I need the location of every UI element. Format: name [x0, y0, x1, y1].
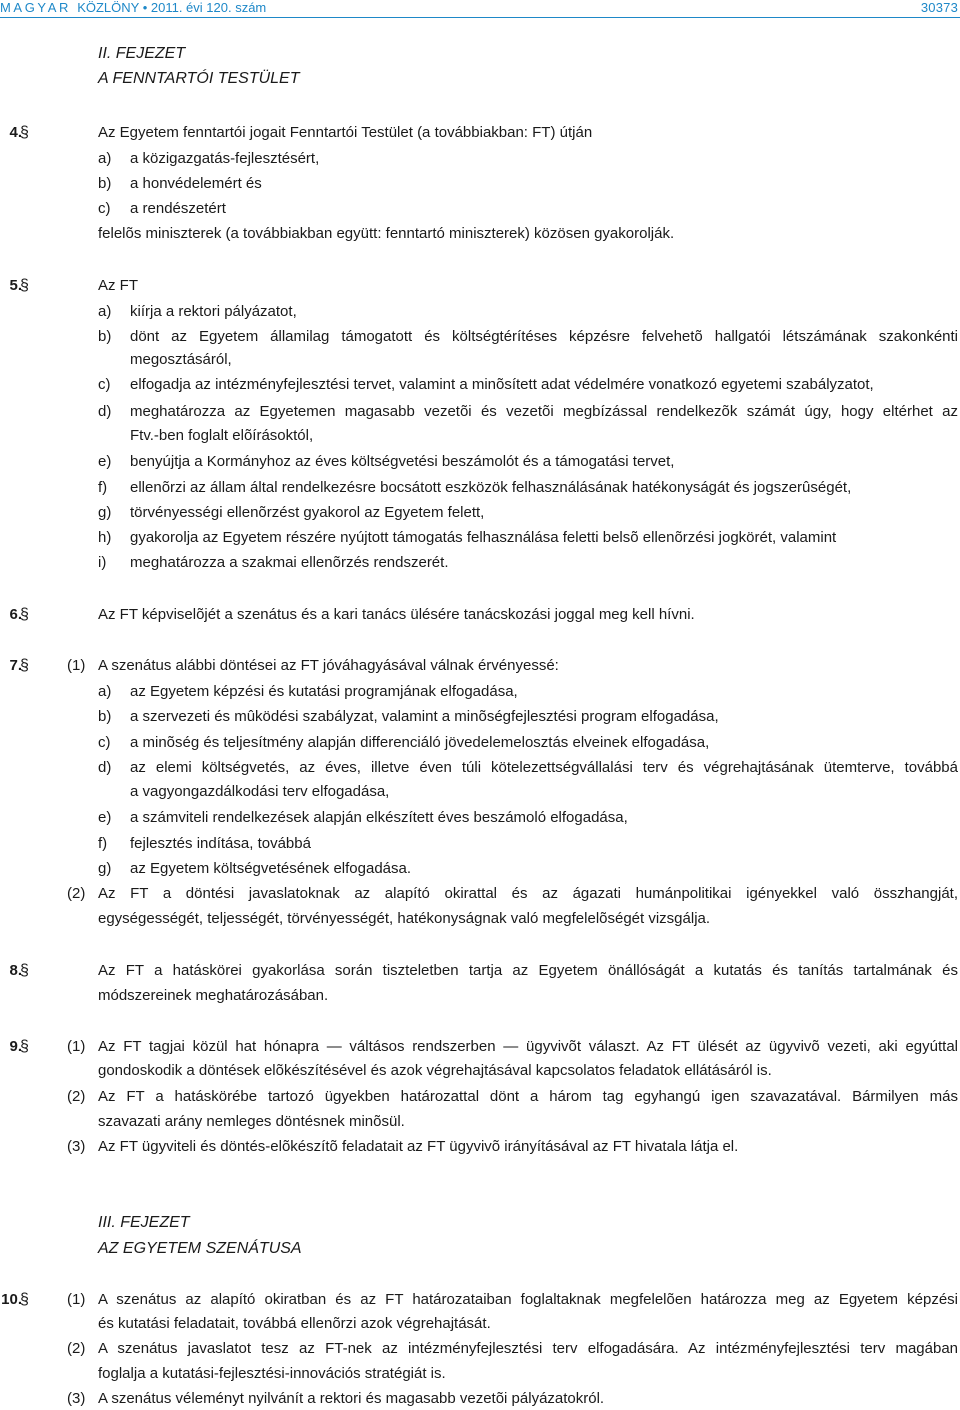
item-text: törvényességi ellenõrzést gyakorol az Egyetem felett,: [130, 504, 485, 521]
item-text: ellenõrzi az állam által rendelkezésre bocsátott eszközök felhasználásának hatékonyságát és jogszerûségét,: [130, 479, 852, 496]
paragraph-text: Az FT a döntési javaslatoknak az alapító okirattal és az ágazati humánpolitikai igényekkel való összhangját,: [98, 885, 958, 902]
journal-title: MAGYAR KÖZLÖNY • 2011. évi 120. szám: [0, 0, 267, 15]
paragraph-text: Az FT tagjai közül hat hónapra — váltásos rendszerben — ügyvivõt választ. Az FT ülését az ügyvivõ vezeti, aki egyúttal: [98, 1038, 958, 1055]
item-label: e): [98, 809, 112, 826]
chapter-heading: III. FEJEZET: [98, 1214, 190, 1231]
item-text: fejlesztés indítása, továbbá: [130, 835, 311, 852]
section-sign: §: [20, 657, 29, 674]
item-label: b): [98, 708, 112, 725]
item-text: elfogadja az intézményfejlesztési tervet, valamint a minõsített adat védelmére vonatkozó egyetemi szabályzatot,: [130, 376, 874, 393]
section-number: 6.: [9, 606, 22, 623]
paragraph-text-continued: gondoskodik a döntések elõkészítésével és azok végrehajtásával kapcsolatos feladatok ellátásáról is.: [98, 1062, 772, 1079]
section-sign: §: [20, 277, 29, 294]
section-text-continued: módszereinek meghatározásában.: [98, 987, 329, 1004]
paragraph-text: Az FT a hatáskörébe tartozó ügyekben határozattal dönt a három tag egyhangú igen szavazatával. Bármilyen más: [98, 1088, 958, 1105]
paragraph-number: (2): [67, 1088, 86, 1105]
paragraph-text-continued: egységességét, teljességét, törvényességét, hatékonyságnak való megfelelõségét vizsgálja.: [98, 910, 711, 927]
item-label: d): [98, 759, 112, 776]
section-sign: §: [20, 1038, 29, 1055]
paragraph-text-continued: és kutatási feladatait, továbbá ellenõrzi azok végrehajtását.: [98, 1315, 491, 1332]
section-sign: §: [20, 606, 29, 623]
paragraph-number: (2): [67, 1340, 86, 1357]
section-number: 7.: [9, 657, 22, 674]
paragraph-text: A szenátus véleményt nyilvánít a rektori és magasabb vezetõi pályázatokról.: [98, 1390, 605, 1407]
item-label: c): [98, 376, 111, 393]
chapter-heading: II. FEJEZET: [98, 45, 186, 62]
paragraph-text: A szenátus alábbi döntései az FT jóváhagyásával válnak érvényessé:: [98, 657, 559, 674]
item-text: gyakorolja az Egyetem részére nyújtott támogatás felhasználása feletti belsõ ellenõrzési jogkörét, valamint: [130, 529, 837, 546]
item-label: a): [98, 150, 112, 167]
paragraph-number: (1): [67, 657, 86, 674]
item-label: g): [98, 504, 112, 521]
section-number: 4.: [9, 124, 22, 141]
item-text: a minõség és teljesítmény alapján differenciáló jövedelemelosztás elveinek elfogadása,: [130, 734, 710, 751]
item-label: d): [98, 403, 112, 420]
item-label: f): [98, 479, 108, 496]
paragraph-number: (3): [67, 1138, 86, 1155]
section-number: 10.: [1, 1291, 22, 1308]
item-label: a): [98, 683, 112, 700]
item-text: kiírja a rektori pályázatot,: [130, 303, 297, 320]
section-sign: §: [20, 1291, 29, 1308]
item-text-continued: Ftv.-ben foglalt elõírásoktól,: [130, 427, 314, 444]
item-text: a szervezeti és mûködési szabályzat, valamint a minõségfejlesztési program elfogadása,: [130, 708, 719, 725]
chapter-title: AZ EGYETEM SZENÁTUSA: [98, 1240, 302, 1257]
section-number: 8.: [9, 962, 22, 979]
section-number: 9.: [9, 1038, 22, 1055]
section-text: Az FT képviselõjét a szenátus és a kari tanács ülésére tanácskozási joggal meg kell hívni.: [98, 606, 695, 623]
paragraph-number: (3): [67, 1390, 86, 1407]
paragraph-text-continued: foglalja a kutatási-fejlesztési-innovációs stratégiát is.: [98, 1365, 446, 1382]
section-number: 5.: [9, 277, 22, 294]
item-text: meghatározza a szakmai ellenõrzés rendszerét.: [130, 554, 449, 571]
item-label: i): [98, 554, 107, 571]
item-label: c): [98, 200, 111, 217]
item-text-continued: a vagyongazdálkodási terv elfogadása,: [130, 783, 390, 800]
item-text: a számviteli rendelkezések alapján elkészített éves beszámoló elfogadása,: [130, 809, 628, 826]
item-text: a rendészetért: [130, 200, 226, 217]
section-text: Az FT a hatáskörei gyakorlása során tiszteletben tartja az Egyetem önállóságát a kutatás és tanítás tartalmának és: [98, 962, 958, 979]
paragraph-number: (1): [67, 1291, 86, 1308]
item-label: b): [98, 175, 112, 192]
paragraph-number: (1): [67, 1038, 86, 1055]
item-text: dönt az Egyetem államilag támogatott és költségtérítéses képzésre felvehetõ hallgatói létszámának szakonkénti: [130, 328, 958, 345]
item-text: a honvédelemért és: [130, 175, 262, 192]
section-text: felelõs miniszterek (a továbbiakban együtt: fenntartó miniszterek) közösen gyakorolják.: [98, 225, 675, 242]
item-text: az Egyetem képzési és kutatási programjának elfogadása,: [130, 683, 518, 700]
item-text-continued: megosztásáról,: [130, 351, 232, 368]
item-label: h): [98, 529, 112, 546]
item-text: az Egyetem költségvetésének elfogadása.: [130, 860, 412, 877]
item-label: f): [98, 835, 108, 852]
item-text: meghatározza az Egyetemen magasabb vezetõi és vezetõi megbízással rendelkezõk számát úgy, hogy eltérhet az: [130, 403, 958, 420]
item-label: e): [98, 453, 112, 470]
section-sign: §: [20, 962, 29, 979]
section-sign: §: [20, 124, 29, 141]
item-label: a): [98, 303, 112, 320]
item-text: benyújtja a Kormányhoz az éves költségvetési beszámolót és a támogatási tervet,: [130, 453, 675, 470]
item-label: g): [98, 860, 112, 877]
header-rule: [0, 17, 960, 18]
paragraph-number: (2): [67, 885, 86, 902]
section-text: Az Egyetem fenntartói jogait Fenntartói Testület (a továbbiakban: FT) útján: [98, 124, 593, 141]
item-text: az elemi költségvetés, az éves, illetve éven túli kötelezettségvállalási terv és végrehajtásának ütemterve, továbbá: [130, 759, 958, 776]
item-label: c): [98, 734, 111, 751]
paragraph-text-continued: szavazati arány nemleges döntésnek minõsül.: [98, 1113, 405, 1130]
running-header: [0, 0, 960, 17]
paragraph-text: A szenátus az alapító okiratban és az FT határozataiban foglaltaknak megfelelõen határozza meg az Egyetem képzési: [98, 1291, 958, 1308]
section-text: Az FT: [98, 277, 138, 294]
page-number: 30373: [920, 0, 958, 15]
item-label: b): [98, 328, 112, 345]
paragraph-text: Az FT ügyviteli és döntés-elõkészítõ feladatait az FT ügyvivõ irányításával az FT hivatala látja el.: [98, 1138, 739, 1155]
paragraph-text: A szenátus javaslatot tesz az FT-nek az intézményfejlesztési terv elfogadására. Az intézményfejlesztési terv magában: [98, 1340, 958, 1357]
chapter-title: A FENNTARTÓI TESTÜLET: [98, 70, 300, 87]
item-text: a közigazgatás-fejlesztésért,: [130, 150, 320, 167]
